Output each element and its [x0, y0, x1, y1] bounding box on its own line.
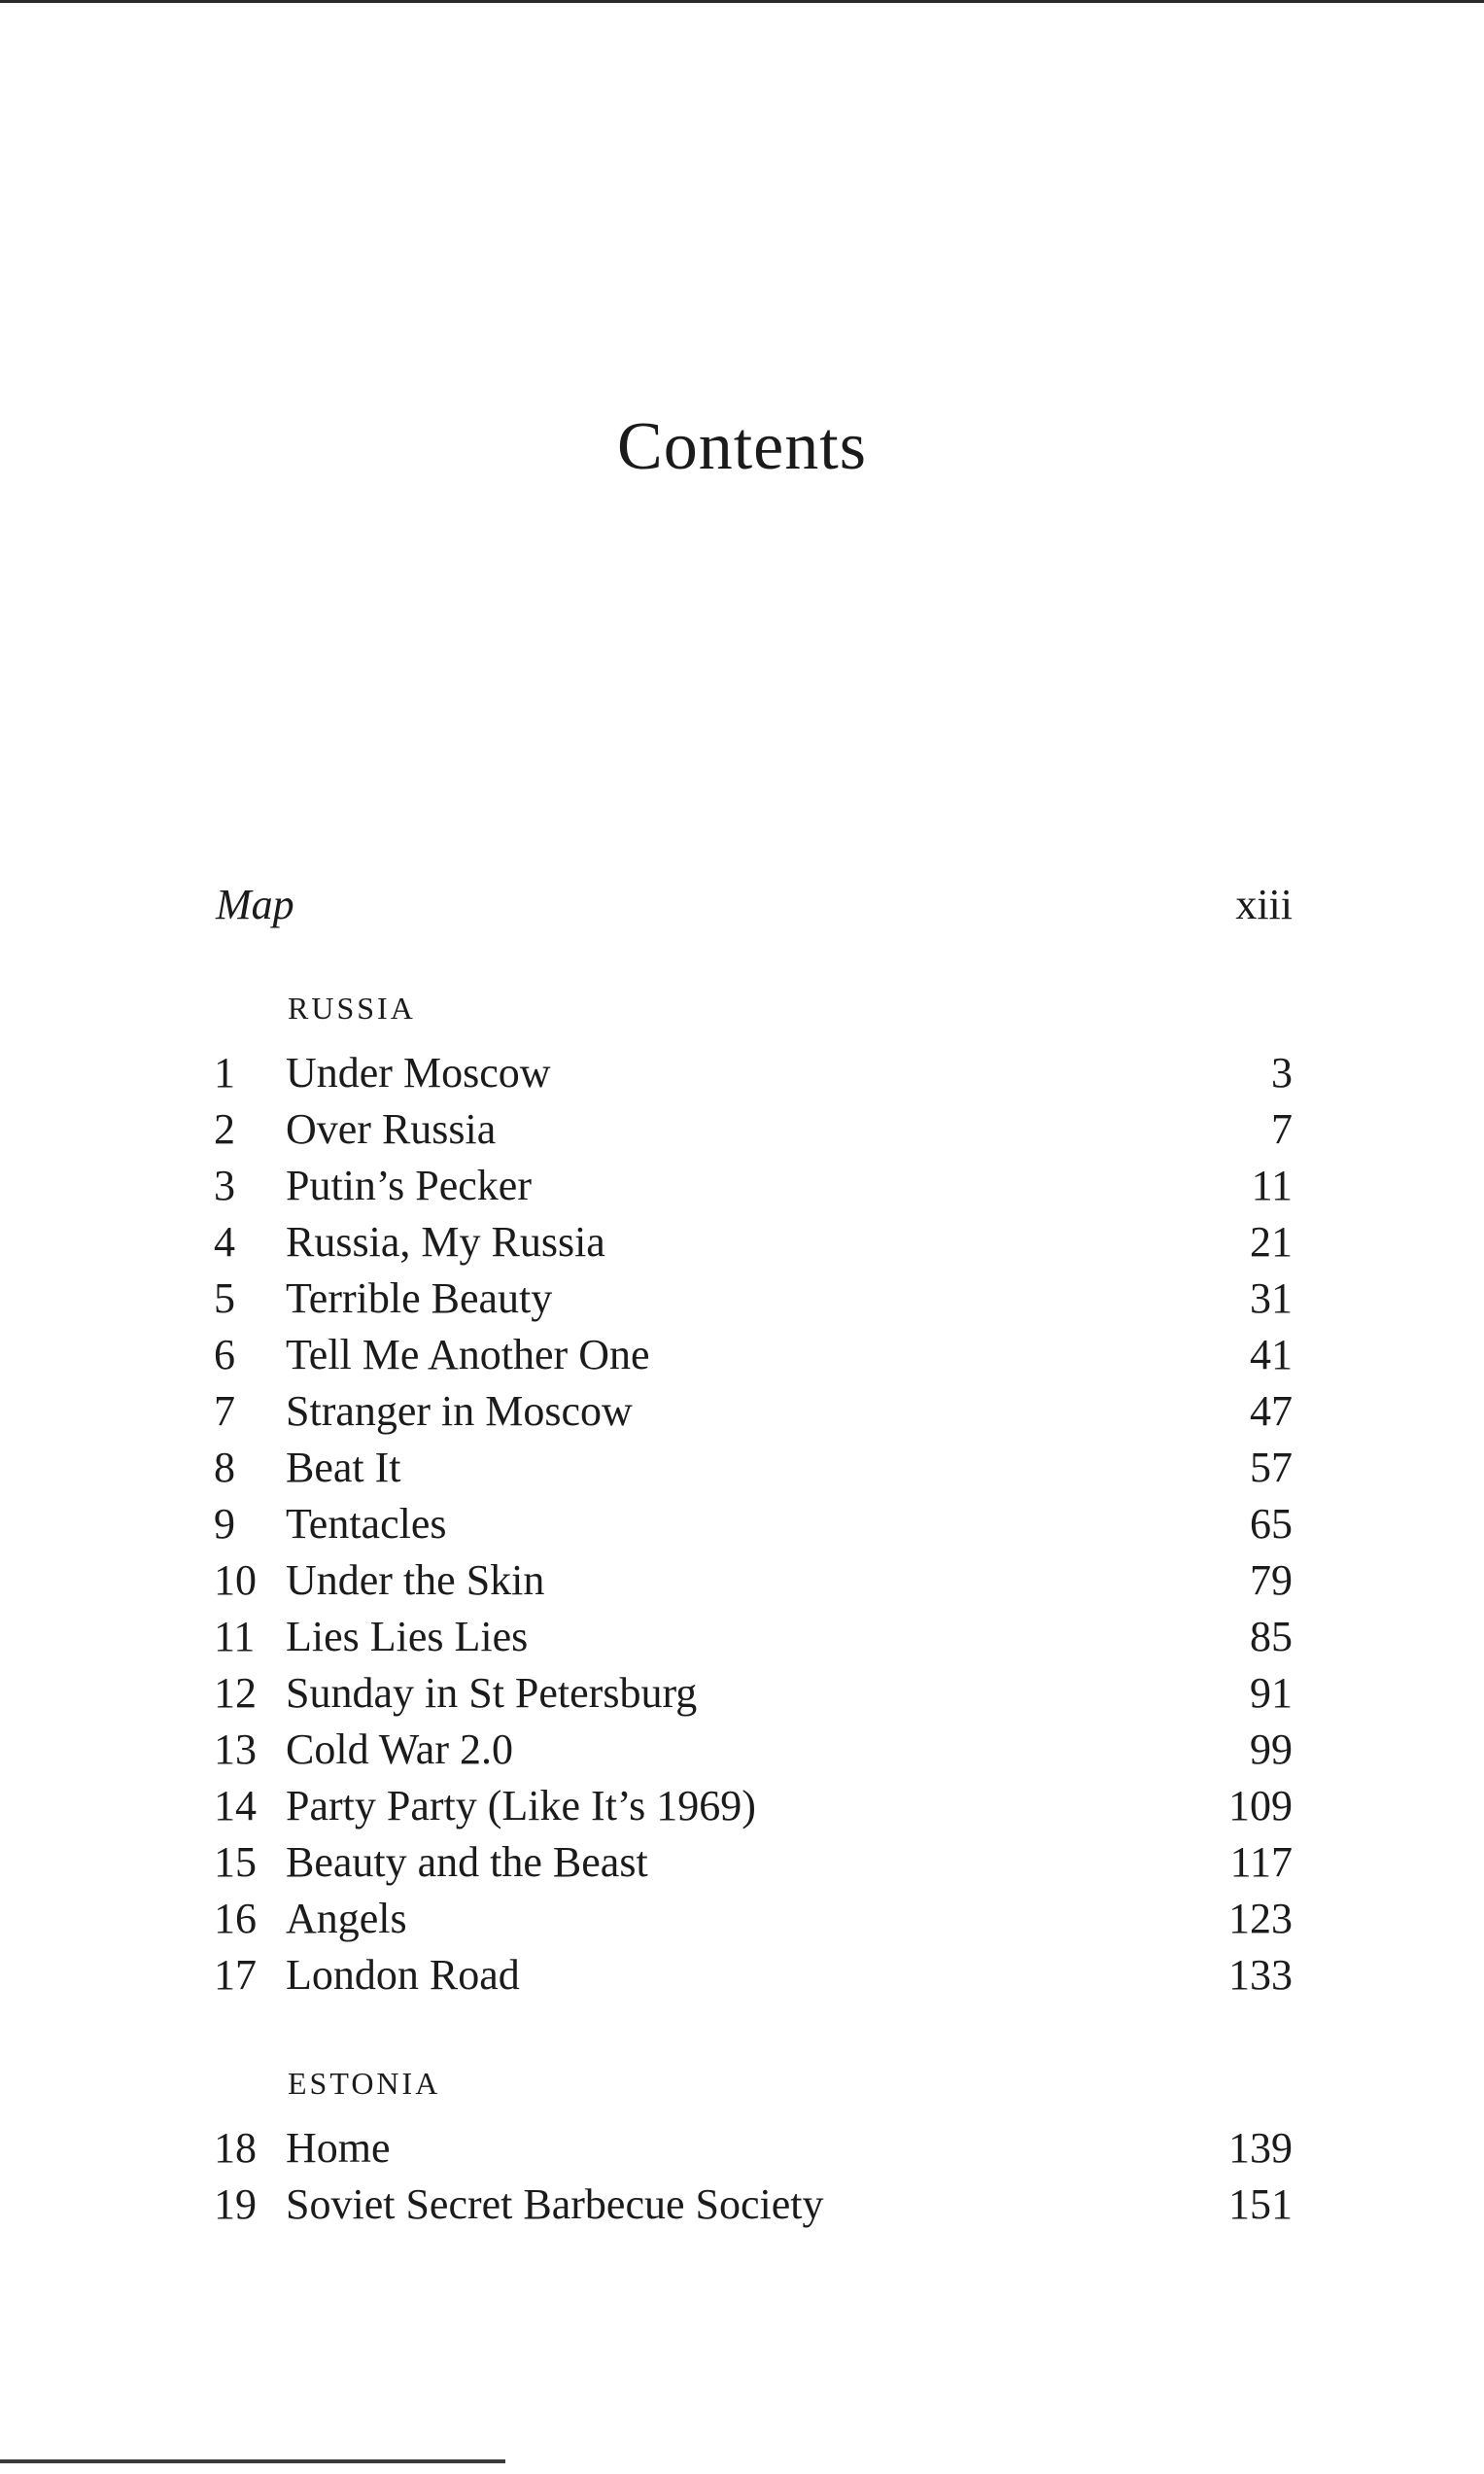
- chapter-page: 85: [1250, 1613, 1293, 1660]
- chapter-title: London Road: [286, 1951, 520, 1999]
- toc-entry[interactable]: [214, 1496, 1293, 1552]
- chapter-number: 19: [214, 2180, 257, 2228]
- chapter-page: 139: [1228, 2124, 1293, 2172]
- toc-entry[interactable]: [214, 1045, 1293, 1101]
- chapter-page: 133: [1228, 1951, 1293, 1999]
- chapter-page: 7: [1271, 1105, 1293, 1153]
- chapter-page: 123: [1228, 1895, 1293, 1942]
- chapter-number: 3: [214, 1162, 235, 1209]
- section-spacer: [214, 1031, 1293, 1045]
- toc-sections: [214, 985, 1293, 2233]
- chapter-page: 79: [1250, 1556, 1293, 1604]
- toc-entry[interactable]: [214, 1440, 1293, 1496]
- chapter-number: 5: [214, 1274, 235, 1322]
- chapter-number: 4: [214, 1218, 235, 1266]
- chapter-number: 14: [214, 1782, 257, 1829]
- toc-entry[interactable]: [214, 1158, 1293, 1214]
- chapter-title: Tentacles: [286, 1500, 447, 1548]
- chapter-title: Over Russia: [286, 1105, 497, 1153]
- chapter-number: 2: [214, 1105, 235, 1153]
- chapter-number: 12: [214, 1669, 257, 1717]
- toc-entry[interactable]: [214, 1101, 1293, 1158]
- chapter-title: Russia, My Russia: [286, 1218, 605, 1266]
- chapter-number: 6: [214, 1331, 235, 1378]
- chapter-title: Soviet Secret Barbecue Society: [286, 2180, 824, 2228]
- front-matter-label: Map: [216, 881, 294, 928]
- chapter-number: 17: [214, 1951, 257, 1999]
- chapter-number: 11: [214, 1613, 256, 1660]
- chapter-number: 8: [214, 1444, 235, 1491]
- chapter-page: 21: [1250, 1218, 1293, 1266]
- page-title: Contents: [617, 409, 867, 484]
- toc-entry[interactable]: [214, 2120, 1293, 2177]
- spacer: [214, 952, 1293, 985]
- chapter-page: 117: [1229, 1838, 1293, 1886]
- toc-entry[interactable]: [214, 1947, 1293, 2004]
- chapter-page: 41: [1250, 1331, 1293, 1378]
- chapter-page: 109: [1228, 1782, 1293, 1829]
- chapter-number: 13: [214, 1725, 257, 1773]
- toc-entry[interactable]: [214, 2177, 1293, 2233]
- chapter-page: 3: [1271, 1049, 1293, 1097]
- section-heading: ESTONIA: [288, 2066, 441, 2101]
- chapter-number: 1: [214, 1049, 235, 1097]
- toc-entry[interactable]: [214, 1778, 1293, 1834]
- scan-edge-bottom: [0, 2459, 505, 2463]
- toc-entry[interactable]: [214, 1722, 1293, 1778]
- chapter-title: Cold War 2.0: [286, 1725, 513, 1773]
- chapter-number: 16: [214, 1895, 257, 1942]
- chapter-number: 10: [214, 1556, 257, 1604]
- chapter-number: 9: [214, 1500, 235, 1548]
- table-of-contents: [214, 880, 1293, 2233]
- section-heading: RUSSIA: [288, 991, 416, 1026]
- chapter-title: Under the Skin: [286, 1556, 545, 1604]
- chapter-page: 151: [1228, 2180, 1293, 2228]
- front-matter-page: xiii: [1235, 881, 1293, 928]
- section-gap: [214, 2004, 1293, 2060]
- chapter-title: Terrible Beauty: [286, 1274, 553, 1322]
- chapter-number: 18: [214, 2124, 257, 2172]
- chapter-number: 15: [214, 1838, 257, 1886]
- toc-entry[interactable]: [214, 1891, 1293, 1947]
- toc-entry[interactable]: [214, 1271, 1293, 1327]
- chapter-page: 47: [1250, 1387, 1293, 1435]
- chapter-number: 7: [214, 1387, 235, 1435]
- toc-entry[interactable]: [214, 1665, 1293, 1722]
- chapter-page: 31: [1250, 1274, 1293, 1322]
- toc-entry[interactable]: [214, 1609, 1293, 1665]
- chapter-title: Sunday in St Petersburg: [286, 1669, 698, 1717]
- toc-entry[interactable]: [214, 1552, 1293, 1609]
- toc-entry[interactable]: [214, 1834, 1293, 1891]
- scan-edge-top: [0, 0, 1484, 3]
- chapter-page: 91: [1250, 1669, 1293, 1717]
- chapter-title: Putin’s Pecker: [286, 1162, 532, 1209]
- chapter-title: Under Moscow: [286, 1049, 551, 1097]
- toc-entry[interactable]: [214, 1383, 1293, 1440]
- chapter-page: 57: [1250, 1444, 1293, 1491]
- chapter-title: Tell Me Another One: [286, 1331, 650, 1378]
- chapter-title: Home: [286, 2124, 391, 2172]
- chapter-title: Beat It: [286, 1444, 401, 1491]
- chapter-page: 11: [1251, 1162, 1293, 1209]
- chapter-title: Beauty and the Beast: [286, 1838, 648, 1886]
- toc-entry[interactable]: [214, 1214, 1293, 1271]
- chapter-title: Angels: [286, 1895, 407, 1942]
- chapter-page: 65: [1250, 1500, 1293, 1548]
- chapter-title: Party Party (Like It’s 1969): [286, 1782, 756, 1829]
- toc-entry[interactable]: [214, 1327, 1293, 1383]
- chapter-title: Lies Lies Lies: [286, 1613, 529, 1660]
- chapter-page: 99: [1250, 1725, 1293, 1773]
- section-spacer: [214, 2107, 1293, 2120]
- chapter-title: Stranger in Moscow: [286, 1387, 633, 1435]
- toc-entry-map[interactable]: [214, 880, 1293, 952]
